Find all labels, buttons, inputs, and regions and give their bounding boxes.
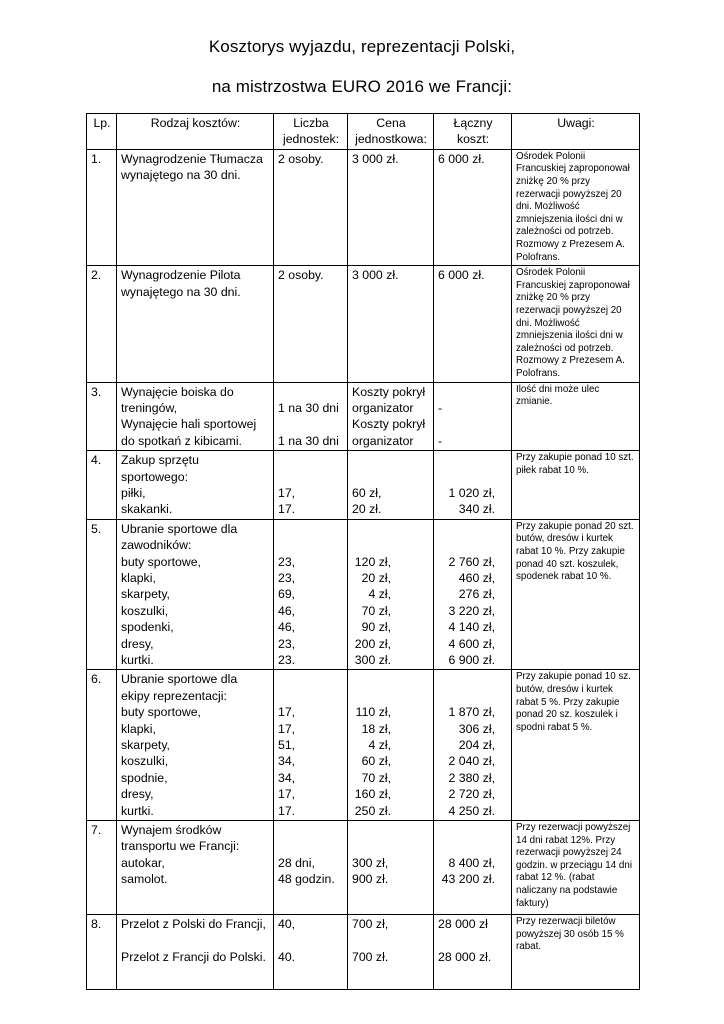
total-cost: 2 760 zł, 460 zł, 276 zł, 3 220 zł, 4 140 zł, 4 600 zł, 6 900 zł. bbox=[434, 519, 512, 670]
note: Ośrodek Polonii Francuskiej zaproponował zniżkę 20 % przy rezerwacji powyższej 20 dni. Możliwość zmniejszenia ilości dni w zależności od potrzeb. Rozmowy z Prezesem A. Polofrans. bbox=[512, 266, 640, 382]
row-number: 5. bbox=[87, 519, 117, 670]
total-cost: - - bbox=[434, 382, 512, 451]
note: Ilość dni może ulec zmianie. bbox=[512, 382, 640, 451]
unit-price: 110 zł, 18 zł, 4 zł, 60 zł, 70 zł, 160 zł, 250 zł. bbox=[348, 670, 434, 821]
total-cost: 6 000 zł. bbox=[434, 149, 512, 265]
cost-kind: Przelot z Polski do Francji, Przelot z Francji do Polski. bbox=[117, 915, 274, 990]
note: Przy zakupie ponad 10 szt. piłek rabat 10 %. bbox=[512, 451, 640, 520]
table-row bbox=[87, 915, 640, 990]
note: Ośrodek Polonii Francuskiej zaproponował zniżkę 20 % przy rezerwacji powyższej 20 dni. Możliwość zmniejszenia ilości dni w zależności od potrzeb. Rozmowy z Prezesem A. Polofrans. bbox=[512, 149, 640, 265]
document-title-line-2: na mistrzostwa EURO 2016 we Francji: bbox=[211, 77, 513, 96]
unit-price: 3 000 zł. bbox=[348, 149, 434, 265]
table-row bbox=[87, 382, 640, 451]
row-number: 8. bbox=[87, 915, 117, 990]
table-row bbox=[87, 519, 640, 670]
document-title-line-1: Kosztorys wyjazdu, reprezentacji Polski, bbox=[208, 37, 516, 56]
cost-kind: Ubranie sportowe dla ekipy reprezentacji: buty sportowe, klapki, skarpety, koszulki, spodnie, dresy, kurtki. bbox=[117, 670, 274, 821]
note: Przy rezerwacji biletów powyższej 30 osób 15 % rabat. bbox=[512, 915, 640, 990]
header-price: Cena jednostkowa: bbox=[348, 114, 434, 150]
unit-count: 28 dni, 48 godzin. bbox=[274, 821, 348, 915]
header-lp: Lp. bbox=[87, 114, 117, 150]
row-number: 2. bbox=[87, 266, 117, 382]
unit-price: 700 zł, 700 zł. bbox=[348, 915, 434, 990]
header-units: Liczba jednostek: bbox=[274, 114, 348, 150]
table-row bbox=[87, 266, 640, 382]
table-row bbox=[87, 451, 640, 520]
total-cost: 1 020 zł, 340 zł. bbox=[434, 451, 512, 520]
unit-count: 23, 23, 69, 46, 46, 23, 23. bbox=[274, 519, 348, 670]
row-number: 4. bbox=[87, 451, 117, 520]
table-header-row bbox=[87, 114, 640, 150]
unit-count: 40, 40. bbox=[274, 915, 348, 990]
note: Przy zakupie ponad 20 szt. butów, dresów i kurtek rabat 10 %. Przy zakupie ponad 40 szt. koszulek, spodenek rabat 10 %. bbox=[512, 519, 640, 670]
cost-table bbox=[86, 113, 640, 990]
row-number: 6. bbox=[87, 670, 117, 821]
cost-kind: Wynagrodzenie Tłumacza wynajętego na 30 dni. bbox=[117, 149, 274, 265]
header-total: Łączny koszt: bbox=[434, 114, 512, 150]
cost-kind: Wynajem środków transportu we Francji: autokar, samolot. bbox=[117, 821, 274, 915]
cost-kind: Ubranie sportowe dla zawodników: buty sportowe, klapki, skarpety, koszulki, spodenki, dresy, kurtki. bbox=[117, 519, 274, 670]
header-notes: Uwagi: bbox=[512, 114, 640, 150]
total-cost: 28 000 zł 28 000 zł. bbox=[434, 915, 512, 990]
unit-price: Koszty pokrył organizator Koszty pokrył organizator bbox=[348, 382, 434, 451]
table-row bbox=[87, 149, 640, 265]
unit-count: 1 na 30 dni 1 na 30 dni bbox=[274, 382, 348, 451]
unit-count: 2 osoby. bbox=[274, 149, 348, 265]
header-kind: Rodzaj kosztów: bbox=[117, 114, 274, 150]
row-number: 3. bbox=[87, 382, 117, 451]
table-row bbox=[87, 670, 640, 821]
unit-price: 120 zł, 20 zł, 4 zł, 70 zł, 90 zł, 200 zł, 300 zł. bbox=[348, 519, 434, 670]
row-number: 7. bbox=[87, 821, 117, 915]
unit-count: 17, 17, 51, 34, 34, 17, 17. bbox=[274, 670, 348, 821]
unit-price: 3 000 zł. bbox=[348, 266, 434, 382]
cost-kind: Wynagrodzenie Pilota wynajętego na 30 dni. bbox=[117, 266, 274, 382]
unit-count: 2 osoby. bbox=[274, 266, 348, 382]
cost-kind: Zakup sprzętu sportowego: piłki, skakanki. bbox=[117, 451, 274, 520]
unit-price: 60 zł, 20 zł. bbox=[348, 451, 434, 520]
table-row bbox=[87, 821, 640, 915]
unit-count: 17, 17. bbox=[274, 451, 348, 520]
note: Przy rezerwacji powyższej 14 dni rabat 12%. Przy rezerwacji powyższej 24 godzin. w przeciągu 14 dni rabat 12 %. (rabat naliczany na podstawie faktury) bbox=[512, 821, 640, 915]
total-cost: 8 400 zł, 43 200 zł. bbox=[434, 821, 512, 915]
unit-price: 300 zł, 900 zł. bbox=[348, 821, 434, 915]
total-cost: 6 000 zł. bbox=[434, 266, 512, 382]
row-number: 1. bbox=[87, 149, 117, 265]
cost-kind: Wynajęcie boiska do treningów, Wynajęcie hali sportowej do spotkań z kibicami. bbox=[117, 382, 274, 451]
total-cost: 1 870 zł, 306 zł, 204 zł, 2 040 zł, 2 380 zł, 2 720 zł, 4 250 zł. bbox=[434, 670, 512, 821]
note: Przy zakupie ponad 10 sz. butów, dresów i kurtek rabat 5 %. Przy zakupie ponad 20 sz. koszulek i spodni rabat 5 %. bbox=[512, 670, 640, 821]
